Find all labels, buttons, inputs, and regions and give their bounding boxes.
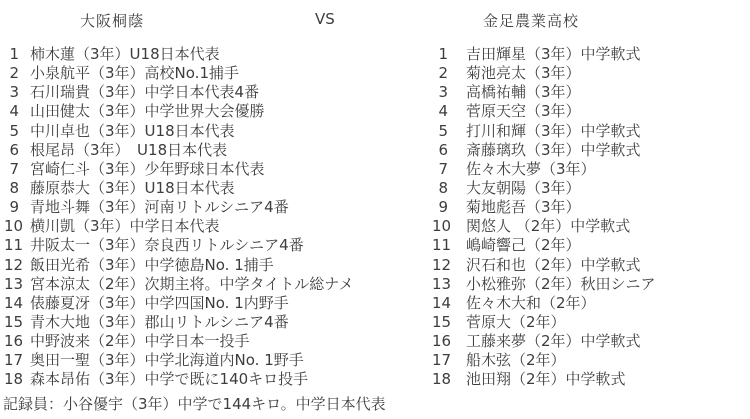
player-number: 17 — [432, 351, 452, 370]
player-number: 2 — [438, 64, 448, 83]
player-number: 12 — [4, 255, 24, 274]
roster-row — [4, 234, 354, 253]
roster-row — [4, 311, 354, 330]
roster-row — [4, 292, 354, 311]
roster-row — [432, 100, 656, 119]
player-number: 9 — [9, 198, 19, 217]
roster-row — [432, 311, 656, 330]
player-number: 17 — [4, 351, 24, 370]
roster-row — [4, 349, 354, 368]
vs-label: VS — [315, 10, 335, 28]
player-info: 青木大地（3年）郡山リトルシニア4番 — [30, 312, 289, 331]
player-info: 小泉航平（3年）高校No.1捕手 — [30, 64, 239, 83]
player-number: 14 — [432, 293, 452, 312]
player-info: 菊池亮太（3年） — [466, 64, 581, 83]
player-number: 13 — [432, 274, 452, 293]
player-info: 中野波来（2年）中学日本一投手 — [30, 332, 250, 351]
player-info: 宮本涼太（2年）次期主将。中学タイトル総ナメ — [30, 274, 354, 293]
player-number: 15 — [4, 312, 24, 331]
player-number: 9 — [438, 198, 448, 217]
player-number: 13 — [4, 274, 24, 293]
player-number: 18 — [432, 370, 452, 389]
player-info: 宮崎仁斗（3年）少年野球日本代表 — [30, 159, 265, 178]
player-info: 山田健太（3年）中学世界大会優勝 — [30, 102, 265, 121]
player-number: 5 — [438, 121, 448, 140]
right-roster-list — [432, 43, 656, 388]
roster-row — [432, 215, 656, 234]
player-info: 中川卓也（3年）U18日本代表 — [30, 121, 235, 140]
player-info: 根尾昂（3年） U18日本代表 — [30, 140, 228, 159]
player-info: 大友朝陽（3年） — [466, 178, 581, 197]
player-number: 12 — [432, 255, 452, 274]
player-info: 柿木蓮（3年）U18日本代表 — [30, 45, 220, 63]
player-number: 3 — [9, 83, 19, 102]
roster-row — [432, 330, 656, 349]
roster-row — [432, 254, 656, 273]
player-number: 11 — [432, 236, 452, 255]
roster-row — [432, 43, 656, 62]
player-number: 16 — [432, 332, 452, 351]
roster-row — [432, 158, 656, 177]
player-info: 横川凱（3年）中学日本代表 — [30, 217, 220, 236]
roster-row — [432, 81, 656, 100]
roster-row — [432, 368, 656, 387]
player-number: 18 — [4, 370, 24, 389]
roster-row — [4, 139, 354, 158]
roster-row — [432, 292, 656, 311]
player-number: 10 — [4, 217, 24, 236]
player-info: 菅原大（2年） — [466, 312, 566, 331]
player-number: 3 — [438, 83, 448, 102]
roster-row — [432, 196, 656, 215]
left-roster-list — [4, 43, 354, 388]
player-number: 1 — [438, 45, 448, 63]
player-info: 沢石和也（2年）中学軟式 — [466, 255, 641, 274]
player-info: 森本昂佑（3年）中学で既に140キロ投手 — [30, 370, 309, 389]
player-info: 高橋祐輔（3年） — [466, 83, 581, 102]
roster-row — [432, 139, 656, 158]
roster-row — [432, 120, 656, 139]
player-number: 6 — [9, 140, 19, 159]
player-info: 船木弦（2年） — [466, 351, 566, 370]
player-number: 15 — [432, 312, 452, 331]
player-number: 16 — [4, 332, 24, 351]
player-info: 石川瑞貴（3年）中学日本代表4番 — [30, 83, 260, 102]
player-number: 10 — [432, 217, 452, 236]
player-info: 青地斗舞（3年）河南リトルシニア4番 — [30, 198, 289, 217]
player-number: 8 — [438, 178, 448, 197]
player-number: 7 — [9, 159, 19, 178]
player-info: 菅原天空（3年） — [466, 102, 581, 121]
right-team-name: 金足農業高校 — [483, 12, 580, 30]
roster-row — [4, 215, 354, 234]
player-info: 関悠人 （2年）中学軟式 — [466, 217, 631, 236]
player-number: 11 — [4, 236, 24, 255]
roster-row — [4, 81, 354, 100]
player-number: 2 — [9, 64, 19, 83]
roster-row — [432, 177, 656, 196]
roster-row — [4, 330, 354, 349]
player-info: 佐々木大夢（3年） — [466, 159, 596, 178]
player-number: 6 — [438, 140, 448, 159]
roster-row — [4, 120, 354, 139]
player-info: 藤原恭大（3年）U18日本代表 — [30, 178, 235, 197]
roster-row — [432, 349, 656, 368]
roster-row — [4, 62, 354, 81]
scorekeeper-note: 記録員：小谷優宇（3年）中学で144キロ。中学日本代表 — [3, 395, 386, 413]
roster-row — [4, 254, 354, 273]
roster-row — [432, 62, 656, 81]
player-info: 奥田一聖（3年）中学北海道内No. 1野手 — [30, 351, 304, 370]
player-info: 小松雅弥（2年）秋田シニア — [466, 274, 656, 293]
roster-row — [432, 234, 656, 253]
roster-row — [4, 43, 354, 62]
player-number: 4 — [438, 102, 448, 121]
player-info: 菊地彪吾（3年） — [466, 198, 581, 217]
roster-row — [4, 177, 354, 196]
roster-row — [4, 196, 354, 215]
player-number: 1 — [9, 45, 19, 63]
player-info: 嶋崎響己（2年） — [466, 236, 581, 255]
player-number: 7 — [438, 159, 448, 178]
roster-row — [4, 100, 354, 119]
player-info: 打川和輝（3年）中学軟式 — [466, 121, 641, 140]
player-info: 井阪太一（3年）奈良西リトルシニア4番 — [30, 236, 304, 255]
player-number: 14 — [4, 293, 24, 312]
player-number: 4 — [9, 102, 19, 121]
player-info: 工藤来夢（2年）中学軟式 — [466, 332, 641, 351]
roster-row — [4, 368, 354, 387]
roster-row — [432, 273, 656, 292]
player-number: 8 — [9, 178, 19, 197]
player-info: 飯田光希（3年）中学徳島No. 1捕手 — [30, 255, 274, 274]
player-number: 5 — [9, 121, 19, 140]
roster-row — [4, 273, 354, 292]
player-info: 佐々木大和（2年） — [466, 293, 596, 312]
player-info: 池田翔（2年）中学軟式 — [466, 370, 626, 389]
player-info: 吉田輝星（3年）中学軟式 — [466, 45, 641, 63]
player-info: 斎藤璃玖（3年）中学軟式 — [466, 140, 641, 159]
left-team-name: 大阪桐蔭 — [80, 12, 145, 30]
player-info: 俵藤夏冴（3年）中学四国No. 1内野手 — [30, 293, 289, 312]
roster-row — [4, 158, 354, 177]
